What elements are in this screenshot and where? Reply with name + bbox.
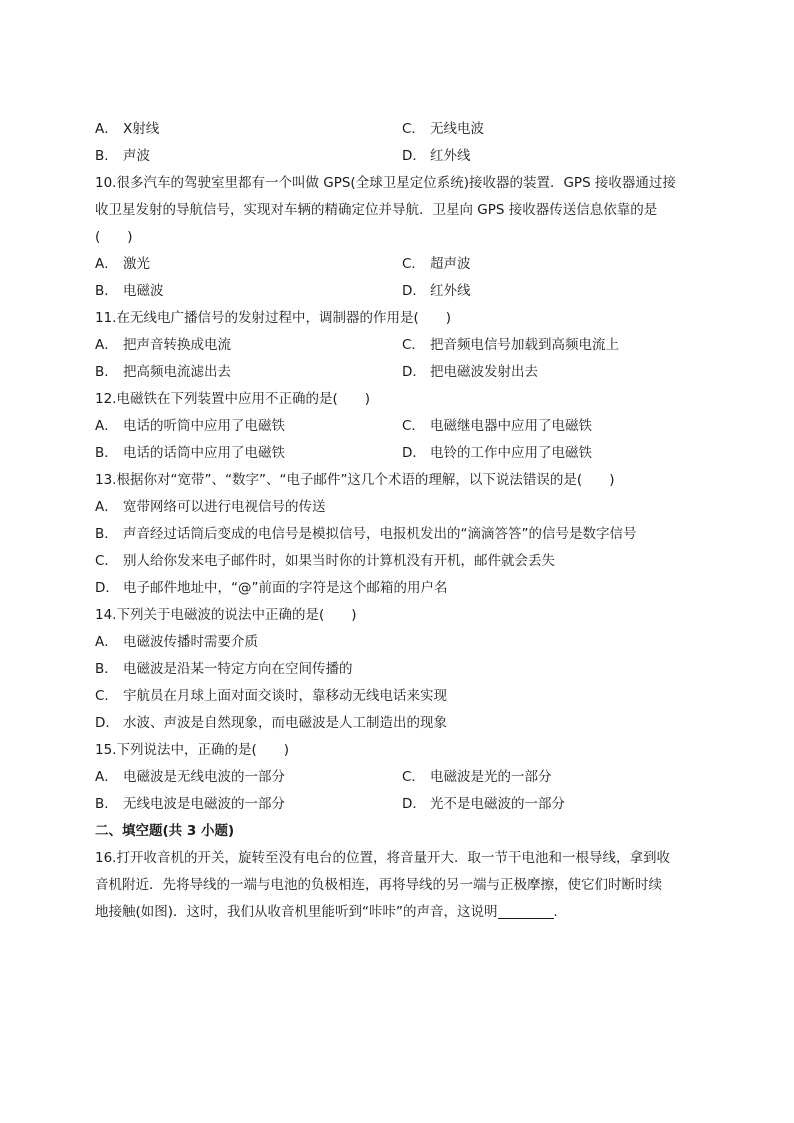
option-text: 光不是电磁波的一部分 (430, 796, 565, 812)
q10-stem-line-2: 收卫星发射的导航信号，实现对车辆的精确定位并导航．卫星向 GPS 接收器传送信息依靠的是 (95, 202, 658, 218)
q13-option-a (95, 494, 705, 521)
q12-options-row-2 (95, 440, 705, 467)
option-text: 电铃的工作中应用了电磁铁 (430, 445, 592, 461)
option-letter: C． (402, 418, 425, 434)
q16-stem-line-3 (95, 899, 705, 926)
option-letter: C． (95, 553, 118, 569)
option-text: 宇航员在月球上面对面交谈时，靠移动无线电话来实现 (123, 688, 447, 704)
q12-option-a (95, 413, 402, 440)
option-letter: D． (402, 796, 426, 812)
option-text: 红外线 (430, 283, 471, 299)
option-letter: C． (402, 256, 425, 272)
option-text: 电磁继电器中应用了电磁铁 (430, 418, 592, 434)
exam-page (95, 116, 705, 926)
q10-stem-line-1: 10.很多汽车的驾驶室里都有一个叫做 GPS(全球卫星定位系统)接收器的装置．GPS 接收器通过接 (95, 175, 676, 191)
q14-option-d (95, 710, 705, 737)
q15-option-a (95, 764, 402, 791)
option-letter: D． (402, 364, 426, 380)
option-text: 红外线 (430, 148, 471, 164)
section-heading-fill-in: 二、填空题(共 3 小题) (95, 823, 235, 839)
option-text: 把声音转换成电流 (123, 337, 231, 353)
q10-options-row-1 (95, 251, 705, 278)
q16-stem-text: 地接触(如图)．这时，我们从收音机里能听到“咔咔”的声音，这说明 (95, 904, 498, 920)
option-letter: C． (402, 121, 425, 137)
q16-stem-end: ． (553, 904, 568, 920)
q12-option-d (402, 440, 705, 467)
q13-option-b (95, 521, 705, 548)
option-text: 把高频电流滤出去 (123, 364, 231, 380)
option-letter: B． (95, 148, 118, 164)
option-letter: B． (95, 661, 118, 677)
option-text: 无线电波 (430, 121, 484, 137)
option-text: 宽带网络可以进行电视信号的传送 (123, 499, 326, 515)
q9-option-d (402, 143, 705, 170)
option-text: 别人给你发来电子邮件时，如果当时你的计算机没有开机，邮件就会丢失 (123, 553, 555, 569)
q14-option-a (95, 629, 705, 656)
q11-option-c (402, 332, 705, 359)
q10-option-c (402, 251, 705, 278)
option-text: 超声波 (430, 256, 471, 272)
option-letter: B． (95, 364, 118, 380)
q12-option-b (95, 440, 402, 467)
q15-stem: 15.下列说法中，正确的是( ) (95, 742, 290, 758)
option-letter: A． (95, 634, 118, 650)
q9-option-a (95, 116, 402, 143)
q12-option-c (402, 413, 705, 440)
option-letter: A． (95, 499, 118, 515)
option-letter: C． (402, 769, 425, 785)
option-letter: B． (95, 796, 118, 812)
q16-stem-line-1: 16.打开收音机的开关，旋转至没有电台的位置，将音量开大．取一节干电池和一根导线，拿到收 (95, 850, 670, 866)
q10-option-d (402, 278, 705, 305)
q16-stem-line-2: 音机附近．先将导线的一端与电池的负极相连，再将导线的另一端与正极摩擦，使它们时断时续 (95, 877, 662, 893)
q15-options-row-2 (95, 791, 705, 818)
q15-option-c (402, 764, 705, 791)
q13-option-d (95, 575, 705, 602)
option-text: 电磁波是光的一部分 (430, 769, 552, 785)
q11-options-row-1 (95, 332, 705, 359)
option-text: 把电磁波发射出去 (430, 364, 538, 380)
option-text: 声音经过话筒后变成的电信号是模拟信号，电报机发出的“滴滴答答”的信号是数字信号 (123, 526, 637, 542)
option-letter: D． (402, 148, 426, 164)
option-text: 电磁波传播时需要介质 (123, 634, 258, 650)
option-text: 水波、声波是自然现象，而电磁波是人工制造出的现象 (123, 715, 447, 731)
option-letter: C． (402, 337, 425, 353)
q15-option-b (95, 791, 402, 818)
q11-options-row-2 (95, 359, 705, 386)
q15-option-d (402, 791, 705, 818)
option-letter: B． (95, 445, 118, 461)
option-text: 电磁波 (123, 283, 164, 299)
q11-option-b (95, 359, 402, 386)
option-text: 电话的听筒中应用了电磁铁 (123, 418, 285, 434)
q13-stem: 13.根据你对“宽带”、“数字”、“电子邮件”这几个术语的理解，以下说法错误的是( ) (95, 472, 615, 488)
q9-option-b (95, 143, 402, 170)
q10-stem-line-3: ( ) (95, 229, 133, 245)
option-letter: D． (95, 715, 119, 731)
q14-option-b (95, 656, 705, 683)
option-text: 无线电波是电磁波的一部分 (123, 796, 285, 812)
option-text: 电磁波是沿某一特定方向在空间传播的 (123, 661, 353, 677)
option-text: 电子邮件地址中，“@”前面的字符是这个邮箱的用户名 (123, 580, 448, 596)
q10-option-b (95, 278, 402, 305)
option-letter: B． (95, 283, 118, 299)
option-text: 激光 (123, 256, 150, 272)
q11-option-d (402, 359, 705, 386)
option-letter: B． (95, 526, 118, 542)
q9-options-row-1 (95, 116, 705, 143)
option-letter: C． (95, 688, 118, 704)
option-letter: A． (95, 256, 118, 272)
q10-options-row-2 (95, 278, 705, 305)
option-letter: A． (95, 337, 118, 353)
q10-option-a (95, 251, 402, 278)
q9-option-c (402, 116, 705, 143)
option-letter: D． (402, 445, 426, 461)
option-text: X射线 (123, 121, 160, 137)
option-letter: D． (402, 283, 426, 299)
q13-option-c (95, 548, 705, 575)
q11-option-a (95, 332, 402, 359)
option-text: 把音频电信号加载到高频电流上 (430, 337, 619, 353)
option-letter: A． (95, 769, 118, 785)
q14-stem: 14.下列关于电磁波的说法中正确的是( ) (95, 607, 357, 623)
q12-stem: 12.电磁铁在下列装置中应用不正确的是( ) (95, 391, 371, 407)
q14-option-c (95, 683, 705, 710)
option-letter: A． (95, 418, 118, 434)
option-text: 电磁波是无线电波的一部分 (123, 769, 285, 785)
q9-options-row-2 (95, 143, 705, 170)
option-letter: D． (95, 580, 119, 596)
q11-stem: 11.在无线电广播信号的发射过程中，调制器的作用是( ) (95, 310, 452, 326)
option-text: 声波 (123, 148, 150, 164)
q12-options-row-1 (95, 413, 705, 440)
answer-blank[interactable] (498, 902, 554, 919)
q15-options-row-1 (95, 764, 705, 791)
option-text: 电话的话筒中应用了电磁铁 (123, 445, 285, 461)
option-letter: A． (95, 121, 118, 137)
